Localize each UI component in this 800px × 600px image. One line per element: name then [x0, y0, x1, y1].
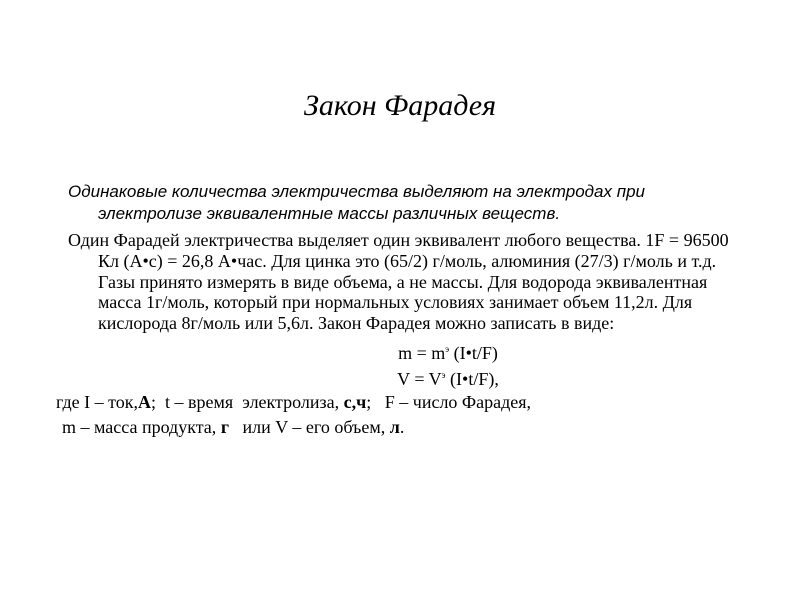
legend-where	[56, 390, 748, 415]
legend-mass-end: .	[399, 416, 405, 437]
law-explanation: Один Фарадей электричества выделяет один эквивалент любого вещества. 1F = 96500 Кл (А•с) = 26,8 А•час. Для цинка это (65/2) г/моль, алюминия (27/3) г/моль и т.д. Газы принято измерять в виде объема, а не массы. Для водорода эквивалентная масса 1г/моль, который при нормальных условиях занимает объем 11,2л. Для кислорода 8г/моль или 5,6л. Закон Фарадея можно записать в виде:	[68, 230, 729, 334]
legend-where-current: где I – ток,	[56, 391, 139, 412]
formula-mass-left: m = m	[398, 342, 446, 363]
legend-unit-time: с,ч	[343, 391, 367, 412]
legend-unit-gram: г	[220, 416, 229, 437]
legend-where-faraday: ; F – число Фарадея,	[366, 391, 532, 412]
law-statement: Одинаковые количества электричества выделяют на электродах при электролизе эквивалентные массы различных веществ.	[68, 182, 646, 223]
formula-mass	[68, 338, 748, 364]
formula-volume-right: (I•t/F),	[445, 368, 499, 389]
formula-mass-right: (I•t/F)	[449, 342, 498, 363]
legend-unit-ampere: А	[138, 391, 152, 412]
legend-where-time: ; t – время электролиза,	[151, 391, 344, 412]
formula-mass-sup: э	[445, 343, 450, 354]
legend-volume: или V – его объем,	[229, 416, 390, 437]
slide-title: Закон Фарадея	[303, 89, 497, 122]
legend-unit-litre: л	[389, 416, 400, 437]
slide-content	[56, 181, 748, 440]
formula-volume	[68, 364, 748, 390]
formula-volume-left: V = V	[397, 368, 442, 389]
legend-mass-product: m – масса продукта,	[62, 416, 221, 437]
formula-volume-sup: э	[441, 369, 446, 380]
legend-mass	[62, 415, 748, 440]
